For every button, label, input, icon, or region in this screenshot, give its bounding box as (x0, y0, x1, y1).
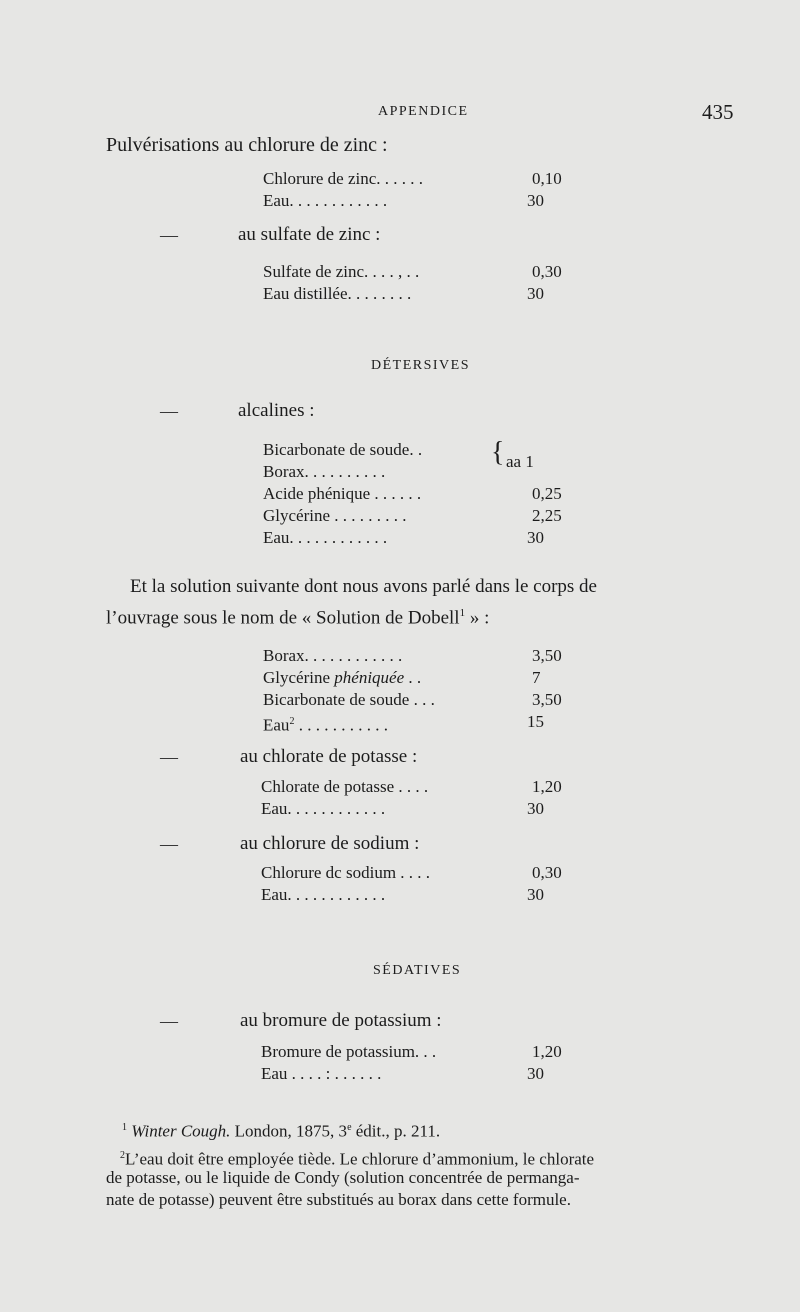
recipe-quantity: aa 1 (506, 452, 534, 471)
paragraph-line: Et la solution suivante dont nous avons parlé dans le corps de (130, 576, 597, 597)
recipe-text-italic: phéniquée (334, 668, 405, 687)
chlorate-heading: au chlorate de potasse : (240, 746, 418, 767)
recipe-line (263, 711, 388, 737)
sulfate-heading: au sulfate de zinc : (238, 224, 381, 245)
recipe-quantity: 30 (527, 1064, 544, 1083)
recipe-text: Eau (263, 715, 290, 735)
recipe-quantity: 0,30 (532, 262, 562, 281)
sedatives-title: SÉDATIVES (373, 963, 462, 978)
grouping-brace: { (491, 437, 505, 468)
recipe-line: Bicarbonate de soude . . . (263, 690, 435, 709)
recipe-quantity: 30 (527, 191, 544, 210)
recipe-line: Bicarbonate de soude. . (263, 440, 423, 459)
footnote-text: London, 1875, 3 (230, 1121, 348, 1141)
recipe-line: Eau. . . . . . . . . . . . (263, 528, 388, 547)
recipe-line: Eau. . . . . . . . . . . . (263, 191, 388, 210)
recipe-quantity: 2,25 (532, 506, 562, 525)
footnote-ref: 2 (289, 716, 295, 727)
recipe-line: Sulfate de zinc. . . . , . . (263, 262, 420, 281)
running-header (0, 100, 800, 130)
recipe-text: . . . . . . . . . . . (294, 715, 388, 735)
page-number: 435 (702, 100, 734, 124)
footnote-1 (122, 1117, 440, 1143)
dash-marker: — (160, 834, 178, 854)
footnote-mark: 1 (122, 1122, 127, 1133)
footnote-ref: 1 (459, 607, 466, 619)
detersives-title: DÉTERSIVES (371, 358, 470, 373)
recipe-line: Eau . . . . : . . . . . . (261, 1064, 382, 1083)
sodium-heading: au chlorure de sodium : (240, 833, 420, 854)
footnote-text: édit., p. 211. (351, 1121, 441, 1141)
recipe-line: Eau. . . . . . . . . . . . (261, 799, 386, 818)
recipe-line: Chlorure dc sodium . . . . (261, 863, 431, 882)
footnote-line: de potasse, ou le liquide de Condy (solution concentrée de permanga- (106, 1168, 580, 1187)
paragraph-line (106, 600, 489, 631)
recipe-quantity: 30 (527, 528, 544, 547)
dash-marker: — (160, 401, 178, 421)
running-title: APPENDICE (378, 104, 469, 119)
dash-marker: — (160, 225, 178, 245)
recipe-text: Glycérine (263, 668, 335, 687)
recipe-line: Eau. . . . . . . . . . . . (261, 885, 386, 904)
recipe-quantity: 0,30 (532, 863, 562, 882)
bromure-heading: au bromure de potassium : (240, 1010, 442, 1031)
paragraph-text: l’ouvrage sous le nom de « Solution de Dobell (106, 607, 460, 629)
alcalines-heading: alcalines : (238, 400, 315, 421)
recipe-line: Eau distillée. . . . . . . . (263, 284, 412, 303)
recipe-text: . . (404, 668, 422, 687)
recipe-quantity: 30 (527, 799, 544, 818)
recipe-quantity: 1,20 (532, 777, 562, 796)
footnote-mark: 2 (120, 1150, 125, 1161)
pulverisations-heading: Pulvérisations au chlorure de zinc : (106, 134, 388, 156)
recipe-line: Chlorate de potasse . . . . (261, 777, 429, 796)
footnote-title: Winter Cough. (131, 1121, 231, 1141)
dash-marker: — (160, 1011, 178, 1031)
paragraph-text: » : (465, 607, 490, 629)
recipe-line: Chlorure de zinc. . . . . . (263, 169, 424, 188)
recipe-line: Borax. . . . . . . . . . (263, 462, 386, 481)
recipe-line: Borax. . . . . . . . . . . . (263, 646, 403, 665)
recipe-line: Bromure de potassium. . . (261, 1042, 437, 1061)
recipe-line: Acide phénique . . . . . . (263, 484, 422, 503)
footnote-sup: e (347, 1122, 352, 1133)
recipe-quantity: 0,10 (532, 169, 562, 188)
recipe-quantity: 30 (527, 885, 544, 904)
recipe-line: Glycérine . . . . . . . . . (263, 506, 407, 525)
recipe-quantity: 3,50 (532, 646, 562, 665)
recipe-quantity: 3,50 (532, 690, 562, 709)
dash-marker: — (160, 747, 178, 767)
recipe-quantity: 0,25 (532, 484, 562, 503)
footnote-line: nate de potasse) peuvent être substitués au borax dans cette formule. (106, 1190, 571, 1209)
recipe-line (263, 667, 421, 689)
recipe-quantity: 30 (527, 284, 544, 303)
recipe-quantity: 7 (532, 668, 541, 687)
footnote-text: L’eau doit être employée tiède. Le chlorure d’ammonium, le chlorate (125, 1149, 595, 1169)
recipe-quantity: 1,20 (532, 1042, 562, 1061)
recipe-quantity: 15 (527, 712, 544, 731)
